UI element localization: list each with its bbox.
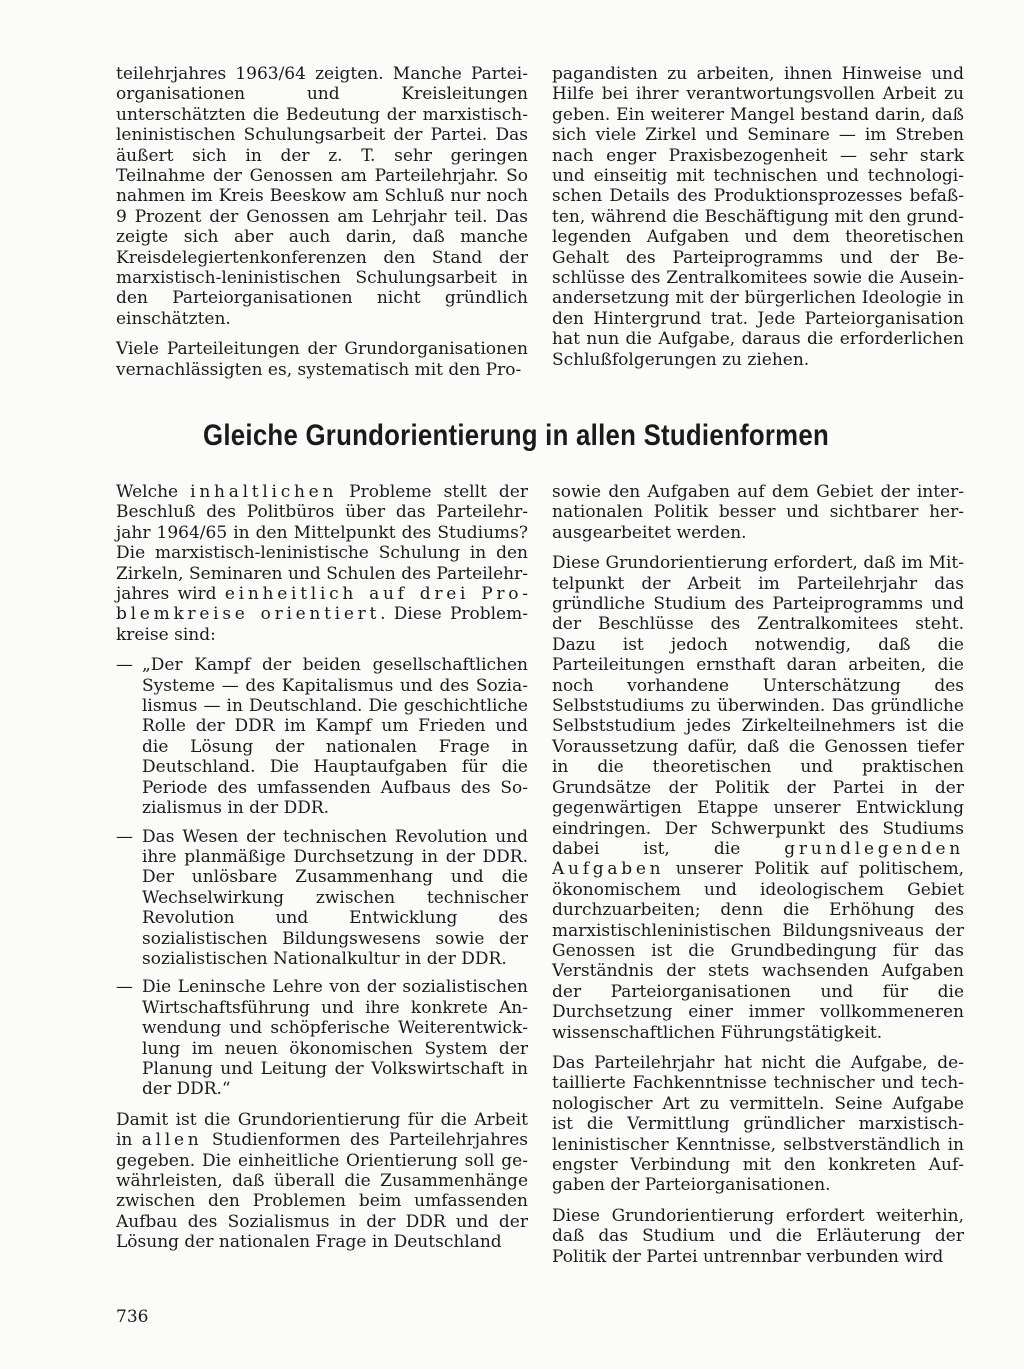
dash-marker: — — [116, 977, 133, 998]
paragraph: pagandisten zu arbeiten, ihnen Hinweise und Hilfe bei ihrer verantwortungsvollen Arbeit zu geben. Ein weiterer Mangel bestand darin, daß sich viele Zirkel und Seminare — im Streben nach enger Praxisbezogenheit — sehr stark und einseitig mit technischen und technologischen Details des Produktionsprozesses befaßten, während die Beschäftigung mit den grundlegenden Aufgaben und dem theoretischen Gehalt des Parteiprogramms und der Beschlüsse des Zentralkomitees sowie die Auseinandersetzung mit der bürgerlichen Ideologie in den Hintergrund trat. Jede Parteiorganisation hat nun die Aufgabe, daraus die erforderlichen Schlußfolgerungen zu ziehen. — [552, 64, 964, 370]
list-item: — Das Wesen der technischen Revolution und ihre planmäßige Durchsetzung in der DDR. Der unlösbare Zusammenhang und die Wechselwirkung zwischen technischer Revolution und Entwicklung des sozialistischen Bildungswesens sowie der sozialistischen Nationalkultur in der DDR. — [116, 826, 528, 969]
spaced-emphasis: allen — [141, 1130, 203, 1151]
spaced-emphasis: einheitlich auf drei Problemkreise orientiert — [116, 584, 528, 625]
list-item: — Die Leninsche Lehre von der sozialistischen Wirtschaftsführung und ihre konkrete Anwendung und schöpferische Weiterentwicklung im neuen ökonomischen System der Planung und Leitung der Volkswirtschaft in der DDR.“ — [116, 977, 528, 1100]
intro-paragraph: Welche inhaltlichen Probleme stellt der Beschluß des Politbüros über das Parteilehrjahr 1964/65 in den Mittelpunkt des Studiums? Die marxistisch-leninistische Schulung in den Zirkeln, Seminaren und Schulen des Parteilehrjahres wird einheitlich auf drei Problemkreise orientiert. Diese Problemkreise sind: — [116, 482, 528, 645]
top-right-column — [552, 64, 964, 380]
top-left-column — [116, 64, 528, 390]
paragraph: Viele Parteileitungen der Grundorganisationen vernachlässigten es, systematisch mit den Pro- — [116, 339, 528, 380]
dash-marker: — — [116, 655, 133, 676]
page-number: 736 — [116, 1307, 149, 1327]
paragraph: Diese Grundorientierung erfordert weiterhin, daß das Studium und die Erläuterung der Politik der Partei untrennbar verbunden wird — [552, 1205, 964, 1267]
outro-paragraph: Damit ist die Grundorientierung für die Arbeit in allen Studienformen des Parteilehrjahres gegeben. Die einheitliche Orientierung soll gewährleisten, daß überall die Zusammenhänge zwischen den Problemen beim umfassenden Aufbau des Sozialismus in der DDR und der Lösung der nationalen Frage in Deutschland — [116, 1109, 528, 1253]
bottom-left-column — [116, 482, 528, 1263]
paragraph: teilehrjahres 1963/64 zeigten. Manche Parteiorganisationen und Kreisleitungen unterschätzten die Bedeutung der marxistisch-leninistischen Schulungsarbeit der Partei. Das äußert sich in der z. T. sehr geringen Teilnahme der Genossen am Parteilehrjahr. So nahmen im Kreis Beeskow am Schluß nur noch 9 Prozent der Genossen am Lehrjahr teil. Das zeigte sich aber auch darin, daß manche Kreisdelegiertenkonferenzen den Stand der marxistisch-leninistischen Schulungsarbeit in den Parteiorganisationen nicht gründlich einschätzten. — [116, 64, 528, 329]
paragraph: sowie den Aufgaben auf dem Gebiet der internationalen Politik besser und sichtbarer herausgearbeitet werden. — [552, 482, 964, 543]
problem-list — [116, 655, 528, 1100]
list-item: — „Der Kampf der beiden gesellschaftlichen Systeme — des Kapitalismus und des Sozialismus — in Deutschland. Die geschichtliche Rolle der DDR im Kampf um Frieden und die Lösung der nationalen Frage in Deutschland. Die Hauptaufgaben für die Periode des umfassenden Aufbaus des Sozialismus in der DDR. — [116, 655, 528, 819]
spaced-emphasis: inhaltlichen — [190, 482, 338, 502]
bottom-right-column — [552, 482, 964, 1277]
paragraph: Das Parteilehrjahr hat nicht die Aufgabe, detaillierte Fachkenntnisse technischer und technologischer Art zu vermitteln. Seine Aufgabe ist die Vermittlung gründlicher marxistischleninistischer Kenntnisse, selbstverständlich in engster Verbindung mit den konkreten Aufgaben der Parteiorganisationen. — [552, 1052, 964, 1196]
paragraph: Diese Grundorientierung erfordert, daß im Mittelpunkt der Arbeit im Parteilehrjahr das gründliche Studium des Parteiprogramms und der Beschlüsse des Zentralkomitees steht. Dazu ist jedoch notwendig, daß die Parteileitungen ernsthaft daran arbeiten, die noch vorhandene Unterschätzung des Selbststudiums zu überwinden. Das gründliche Selbststudium jedes Zirkelteilnehmers ist die Voraussetzung dafür, daß die Genossen tiefer in die theoretischen und praktischen Grundsätze der Politik der Partei in der gegenwärtigen Etappe unserer Entwicklung eindringen. Der Schwerpunkt des Studiums dabei ist, die grundlegenden Aufgaben unserer Politik auf politischem, ökonomischem und ideologischem Gebiet durchzuarbeiten; denn die Erhöhung des marxistischleninistischen Bildungsniveaus der Genossen ist die Grundbedingung für das Verständnis der stets wachsenden Aufgaben der Parteiorganisationen und für die Durchsetzung einer immer vollkommeneren wissenschaftlichen Führungstätigkeit. — [552, 553, 964, 1043]
dash-marker: — — [116, 826, 133, 847]
spaced-emphasis: grundlegenden Aufgaben — [552, 838, 964, 880]
section-heading: Gleiche Grundorientierung in allen Studienformen — [203, 419, 829, 452]
